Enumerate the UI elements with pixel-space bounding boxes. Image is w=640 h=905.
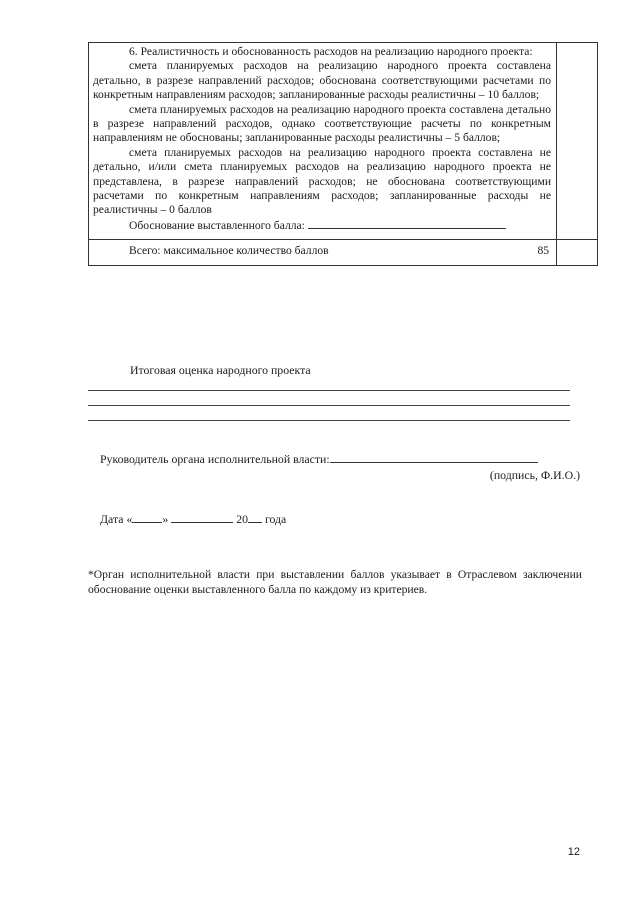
- date-suffix: года: [264, 512, 287, 526]
- footnote: *Орган исполнительной власти при выставлении баллов указывает в Отраслевом заключении обоснование оценки выставленного балла по каждому из критериев.: [88, 568, 582, 596]
- criterion-title: 6. Реалистичность и обоснованность расходов на реализацию народного проекта:: [129, 45, 533, 58]
- date-prefix: Дата «: [100, 512, 133, 526]
- basis-line: [129, 218, 551, 233]
- date-year: 20: [236, 512, 248, 526]
- total-label: Всего: максимальное количество баллов: [129, 244, 329, 258]
- signature-note: (подпись, Ф.И.О.): [489, 468, 580, 482]
- basis-label: Обоснование выставленного балла:: [129, 218, 305, 232]
- total-value: 85: [537, 244, 550, 258]
- basis-blank[interactable]: [308, 218, 506, 229]
- criterion-cell: [89, 43, 557, 240]
- assessment-line-2[interactable]: [88, 405, 570, 406]
- month-blank[interactable]: [171, 512, 233, 523]
- total-score-cell: [557, 240, 598, 265]
- criteria-table: [88, 42, 598, 266]
- year-blank[interactable]: [248, 512, 262, 523]
- criterion-row: [89, 43, 598, 240]
- signature-line: [100, 452, 538, 467]
- day-blank[interactable]: [132, 512, 162, 523]
- assessment-line-3[interactable]: [88, 420, 570, 421]
- option-5-points: смета планируемых расходов на реализацию народного проекта составлена детально в разрезе направлений расходов, однако соответствующие расчеты по конкретным направлениям не обоснованы; запланированные расходы реалистичны – 5 баллов;: [93, 102, 552, 145]
- total-cell: [89, 240, 557, 265]
- total-row: [89, 240, 598, 265]
- page-number: 12: [567, 846, 580, 858]
- option-0-points: смета планируемых расходов на реализацию народного проекта составлена не детально, и/или смета планируемых расходов на реализацию народного проекта не представлена, в разрезе направлений расходов; не обоснована соответствующими расчетами по конкретным направлениям расходов; запланированные расходы не реалистичны – 0 баллов: [93, 145, 552, 217]
- final-assessment-label: Итоговая оценка народного проекта: [130, 363, 311, 377]
- score-cell[interactable]: [557, 43, 598, 240]
- signature-label: Руководитель органа исполнительной власти:: [100, 452, 330, 466]
- date-mid: »: [162, 512, 169, 526]
- signature-blank[interactable]: [330, 452, 538, 463]
- option-10-points: смета планируемых расходов на реализацию народного проекта составлена детально, в разрезе направлений расходов; обоснована соответствующими расчетами по конкретным направлениям расходов; запланированные расходы реалистичны – 10 баллов;: [93, 59, 552, 102]
- date-line: [100, 512, 286, 527]
- assessment-line-1[interactable]: [88, 390, 570, 391]
